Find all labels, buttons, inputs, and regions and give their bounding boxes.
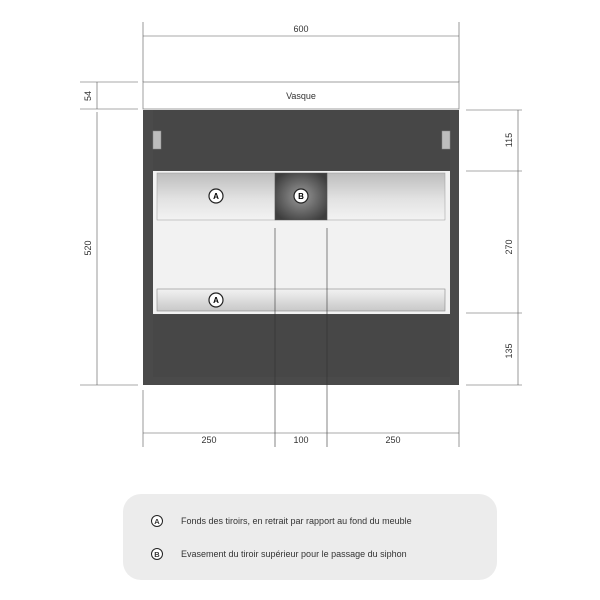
dimension-basin-height-label: 54 <box>83 90 93 102</box>
dimension-left-lines <box>80 82 138 385</box>
dimension-total-width-label: 600 <box>293 24 309 34</box>
dimension-bottom-drawer-label: 135 <box>504 343 514 359</box>
top-drawer-front <box>153 110 450 170</box>
lower-drawer-bottom <box>157 289 445 311</box>
svg-text:B: B <box>298 192 304 201</box>
dimension-top-drawer-label: 115 <box>504 132 514 148</box>
svg-text:A: A <box>213 192 219 201</box>
dimension-opening-label: 270 <box>504 239 514 255</box>
marker-a-lower <box>209 293 223 307</box>
dimension-right-width-label: 250 <box>385 435 401 445</box>
svg-text:A: A <box>213 296 219 305</box>
left-handle-notch <box>153 131 161 149</box>
dimension-cabinet-height-label: 520 <box>83 240 93 256</box>
marker-a-icon: A <box>151 515 163 527</box>
marker-b <box>294 189 308 203</box>
basin-label: Vasque <box>286 91 316 101</box>
marker-b-icon: B <box>151 548 163 560</box>
right-handle-notch <box>442 131 450 149</box>
legend-item-b <box>151 546 407 562</box>
legend-panel <box>123 494 497 580</box>
dimension-left-width-label: 250 <box>201 435 217 445</box>
dimension-middle-width-label: 100 <box>293 435 309 445</box>
legend-item-a <box>151 513 412 529</box>
legend-text-a: Fonds des tiroirs, en retrait par rapport au fond du meuble <box>181 516 412 526</box>
upper-drawer-bottom-right <box>327 173 445 220</box>
legend-text-b: Evasement du tiroir supérieur pour le passage du siphon <box>181 549 407 559</box>
bottom-drawer-front <box>153 315 450 377</box>
marker-a-upper <box>209 189 223 203</box>
